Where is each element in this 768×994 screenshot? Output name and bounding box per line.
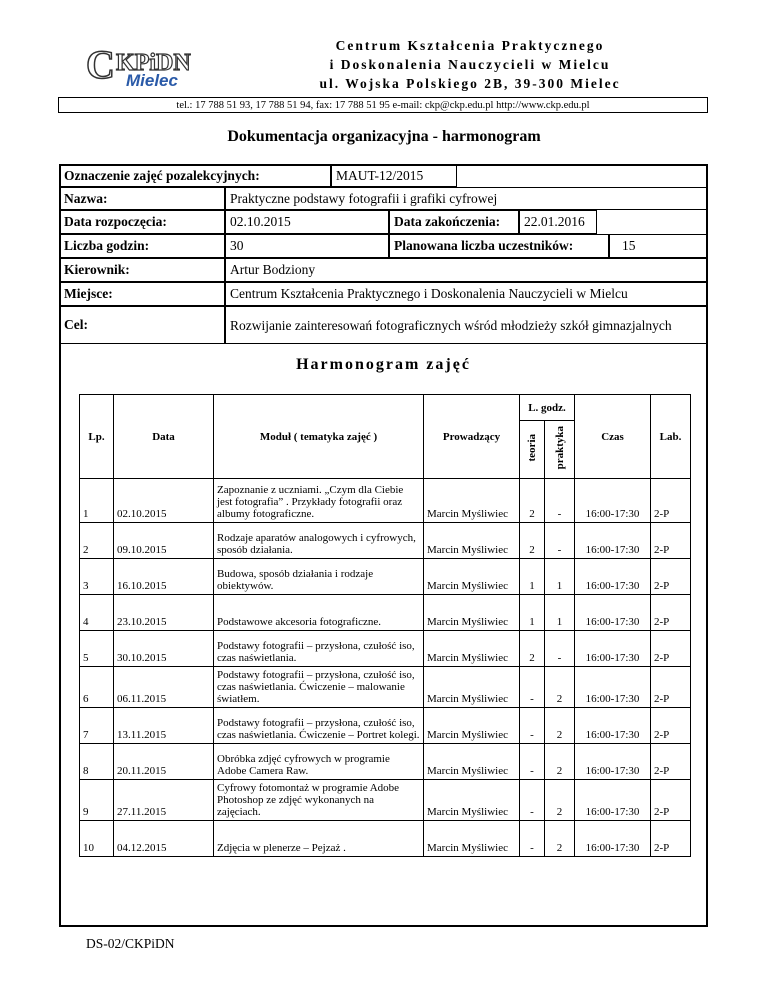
col-hours: L. godz. <box>520 395 575 421</box>
row-lp: 4 <box>80 595 114 631</box>
table-row <box>80 479 691 523</box>
row-practice: 2 <box>545 667 575 708</box>
row-teacher: Marcin Myśliwiec <box>424 559 520 595</box>
row-lab: 2-P <box>651 744 691 780</box>
row-module: Podstawy fotografii – przysłona, czułość iso, czas naświetlania. Ćwiczenie – Portret kolegi. <box>214 708 424 744</box>
row-lp: 9 <box>80 780 114 821</box>
table-row <box>80 523 691 559</box>
row-lab: 2-P <box>651 667 691 708</box>
row-theory: - <box>520 780 545 821</box>
oznaczenie-label: Oznaczenie zajęć pozalekcyjnych: <box>59 164 331 187</box>
row-time: 16:00-17:30 <box>575 708 651 744</box>
row-practice: 2 <box>545 821 575 857</box>
row-lab: 2-P <box>651 631 691 667</box>
row-module: Podstawy fotografii – przysłona, czułość iso, czas naświetlania. Ćwiczenie – malowanie światłem. <box>214 667 424 708</box>
row-practice: 2 <box>545 744 575 780</box>
oznaczenie-value: MAUT-12/2015 <box>331 164 457 187</box>
col-lab: Lab. <box>651 395 691 479</box>
row-lp: 6 <box>80 667 114 708</box>
row-date: 09.10.2015 <box>114 523 214 559</box>
row-time: 16:00-17:30 <box>575 559 651 595</box>
table-row <box>80 667 691 708</box>
row-practice: 1 <box>545 559 575 595</box>
row-time: 16:00-17:30 <box>575 595 651 631</box>
table-row <box>80 595 691 631</box>
start-value: 02.10.2015 <box>225 210 389 234</box>
row-module: Zdjęcia w plenerze – Pejzaż . <box>214 821 424 857</box>
participants-label: Planowana liczba uczestników: <box>389 234 609 258</box>
row-teacher: Marcin Myśliwiec <box>424 523 520 559</box>
row-date: 23.10.2015 <box>114 595 214 631</box>
institution-header <box>250 36 690 93</box>
row-lab: 2-P <box>651 595 691 631</box>
row-module: Zapoznanie z uczniami. „Czym dla Ciebie jest fotografia” . Przykłady fotografii oraz albumy fotograficzne. <box>214 479 424 523</box>
row-lab: 2-P <box>651 479 691 523</box>
col-lp: Lp. <box>80 395 114 479</box>
header-line2: i Doskonalenia Nauczycieli w Mielcu <box>329 57 611 72</box>
row-lp: 5 <box>80 631 114 667</box>
row-lp: 2 <box>80 523 114 559</box>
row-time: 16:00-17:30 <box>575 780 651 821</box>
row-date: 20.11.2015 <box>114 744 214 780</box>
row-theory: 1 <box>520 559 545 595</box>
document-code: DS-02/CKPiDN <box>86 936 175 951</box>
end-label: Data zakończenia: <box>389 210 519 234</box>
table-row <box>80 780 691 821</box>
svg-text:Mielec: Mielec <box>126 71 178 90</box>
col-teacher: Prowadzący <box>424 395 520 479</box>
col-theory: teoria <box>520 421 545 479</box>
row-time: 16:00-17:30 <box>575 821 651 857</box>
contact-info: tel.: 17 788 51 93, 17 788 51 94, fax: 17 788 51 95 e-mail: ckp@ckp.edu.pl http://www.ckp.edu.pl <box>58 97 708 113</box>
svg-text:KPiDN: KPiDN <box>116 50 191 76</box>
header-line1: Centrum Kształcenia Praktycznego <box>335 38 605 53</box>
table-row <box>80 708 691 744</box>
row-lab: 2-P <box>651 780 691 821</box>
table-row <box>80 631 691 667</box>
row-module: Obróbka zdjęć cyfrowych w programie Adobe Camera Raw. <box>214 744 424 780</box>
start-label: Data rozpoczęcia: <box>59 210 225 234</box>
row-lp: 1 <box>80 479 114 523</box>
col-time: Czas <box>575 395 651 479</box>
schedule-title: Harmonogram zajęć <box>296 356 471 373</box>
row-date: 16.10.2015 <box>114 559 214 595</box>
row-theory: - <box>520 708 545 744</box>
row-theory: - <box>520 744 545 780</box>
row-teacher: Marcin Myśliwiec <box>424 821 520 857</box>
row-teacher: Marcin Myśliwiec <box>424 744 520 780</box>
row-lp: 10 <box>80 821 114 857</box>
row-lab: 2-P <box>651 523 691 559</box>
row-theory: 2 <box>520 479 545 523</box>
manager-label: Kierownik: <box>59 258 225 282</box>
row-practice: - <box>545 631 575 667</box>
schedule-table <box>79 394 691 857</box>
row-date: 04.12.2015 <box>114 821 214 857</box>
hours-value: 30 <box>225 234 389 258</box>
header-line3: ul. Wojska Polskiego 2B, 39-300 Mielec <box>319 76 621 91</box>
row-date: 27.11.2015 <box>114 780 214 821</box>
row-module: Budowa, sposób działania i rodzaje obiektywów. <box>214 559 424 595</box>
row-time: 16:00-17:30 <box>575 631 651 667</box>
row-theory: 1 <box>520 595 545 631</box>
row-theory: - <box>520 821 545 857</box>
row-lab: 2-P <box>651 559 691 595</box>
end-value: 22.01.2016 <box>519 210 597 234</box>
row-module: Rodzaje aparatów analogowych i cyfrowych, sposób działania. <box>214 523 424 559</box>
row-time: 16:00-17:30 <box>575 479 651 523</box>
table-row <box>80 559 691 595</box>
page-title: Dokumentacja organizacyjna - harmonogram <box>227 128 541 145</box>
col-practice: praktyka <box>545 421 575 479</box>
row-lp: 7 <box>80 708 114 744</box>
row-time: 16:00-17:30 <box>575 667 651 708</box>
row-date: 13.11.2015 <box>114 708 214 744</box>
participants-value: 15 <box>609 234 708 258</box>
row-lab: 2-P <box>651 708 691 744</box>
row-practice: 2 <box>545 708 575 744</box>
row-practice: 2 <box>545 780 575 821</box>
place-label: Miejsce: <box>59 282 225 306</box>
row-teacher: Marcin Myśliwiec <box>424 708 520 744</box>
row-teacher: Marcin Myśliwiec <box>424 631 520 667</box>
row-practice: - <box>545 479 575 523</box>
place-value: Centrum Kształcenia Praktycznego i Doskonalenia Nauczycieli w Mielcu <box>225 282 708 306</box>
row-practice: - <box>545 523 575 559</box>
goal-value: Rozwijanie zainteresowań fotograficznych wśród młodzieży szkół gimnazjalnych <box>225 306 708 344</box>
row-date: 30.10.2015 <box>114 631 214 667</box>
goal-label: Cel: <box>59 306 225 344</box>
ckpidn-logo <box>86 42 226 90</box>
col-date: Data <box>114 395 214 479</box>
row-module: Podstawy fotografii – przysłona, czułość iso, czas naświetlania. <box>214 631 424 667</box>
row-teacher: Marcin Myśliwiec <box>424 479 520 523</box>
row-teacher: Marcin Myśliwiec <box>424 780 520 821</box>
schedule-rows <box>80 479 691 857</box>
row-lp: 3 <box>80 559 114 595</box>
row-teacher: Marcin Myśliwiec <box>424 595 520 631</box>
row-theory: 2 <box>520 523 545 559</box>
row-practice: 1 <box>545 595 575 631</box>
table-row <box>80 821 691 857</box>
row-theory: - <box>520 667 545 708</box>
row-time: 16:00-17:30 <box>575 744 651 780</box>
row-date: 02.10.2015 <box>114 479 214 523</box>
nazwa-label: Nazwa: <box>59 187 225 210</box>
row-lab: 2-P <box>651 821 691 857</box>
row-theory: 2 <box>520 631 545 667</box>
svg-text:C: C <box>86 42 115 87</box>
col-module: Moduł ( tematyka zajęć ) <box>214 395 424 479</box>
hours-label: Liczba godzin: <box>59 234 225 258</box>
row-time: 16:00-17:30 <box>575 523 651 559</box>
row-lp: 8 <box>80 744 114 780</box>
table-row <box>80 744 691 780</box>
row-module: Podstawowe akcesoria fotograficzne. <box>214 595 424 631</box>
manager-value: Artur Bodziony <box>225 258 708 282</box>
row-module: Cyfrowy fotomontaż w programie Adobe Photoshop ze zdjęć wykonanych na zajęciach. <box>214 780 424 821</box>
row-date: 06.11.2015 <box>114 667 214 708</box>
row-teacher: Marcin Myśliwiec <box>424 667 520 708</box>
nazwa-value: Praktyczne podstawy fotografii i grafiki cyfrowej <box>225 187 708 210</box>
